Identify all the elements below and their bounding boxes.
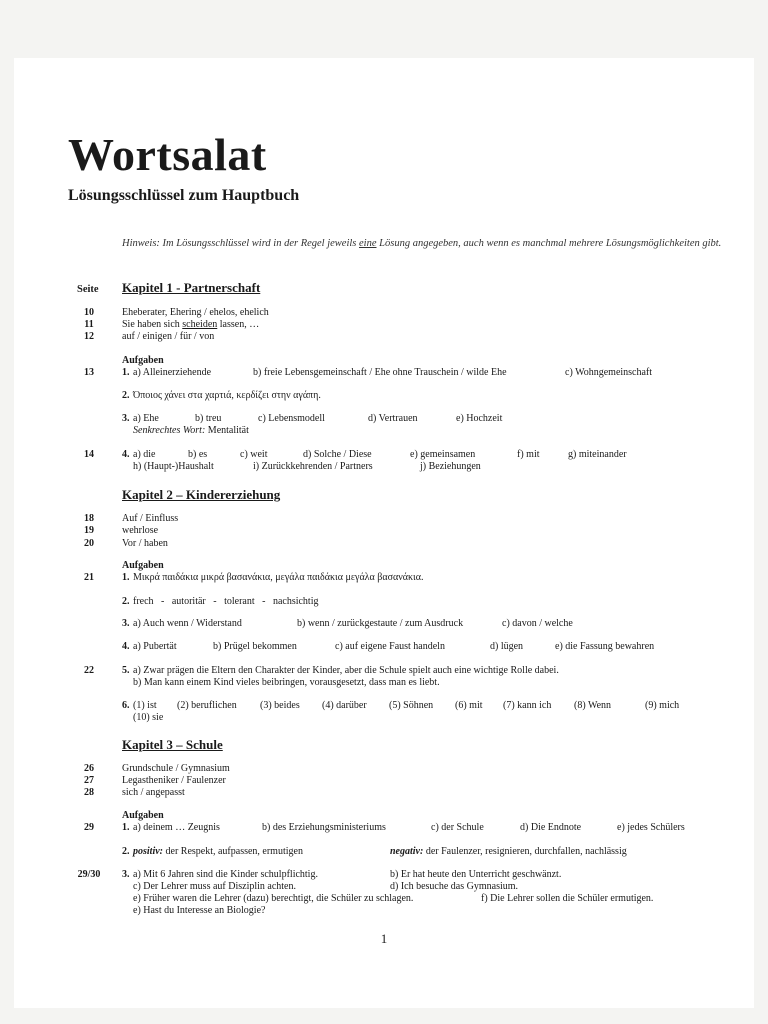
answer-item: g) miteinander [568,449,627,460]
answer-line: Auf / Einfluss [122,513,179,524]
answer-line: Legastheniker / Faulenzer [122,775,226,786]
task-number: 2. [122,390,130,401]
answer-item: b) Prügel bekommen [213,641,297,652]
answer-item: b) freie Lebensgemeinschaft / Ehe ohne Trauschein / wilde Ehe [253,367,507,378]
answer-line: auf / einigen / für / von [122,331,215,342]
answer-item: Μικρά παιδάκια μικρά βασανάκια, μεγάλα παιδάκια μεγάλα βασανάκια. [133,572,424,583]
answer-item: f) Die Lehrer sollen die Schüler ermutigen. [481,893,654,904]
page-ref: 12 [84,331,94,342]
answer-line: Grundschule / Gymnasium [122,763,230,774]
answer-line: Eheberater, Ehering / ehelos, ehelich [122,307,269,318]
answer-item: d) Solche / Diese [303,449,372,460]
document-subtitle: Lösungsschlüssel zum Hauptbuch [68,187,300,204]
answer-item: f) mit [517,449,540,460]
answer-item: c) auf eigene Faust handeln [335,641,445,652]
answer-item: (4) darüber [322,700,367,711]
vertical-word: Senkrechtes Wort: Mentalität [133,425,249,436]
answer-item: c) davon / welche [502,618,573,629]
answer-item: h) (Haupt-)Haushalt [133,461,214,472]
answer-line: Vor / haben [122,538,168,549]
answer-item: e) jedes Schülers [617,822,685,833]
answer-item: Όποιος χάνει στα χαρτιά, κερδίζει στην αγάπη. [133,390,321,401]
chapter-2-heading: Kapitel 2 – Kindererziehung [122,487,281,502]
aufgaben-label: Aufgaben [122,810,164,821]
answer-item: b) treu [195,413,222,424]
page-ref: 29/30 [77,869,101,880]
task-number: 6. [122,700,130,711]
chapter-1-heading: Kapitel 1 - Partnerschaft [122,280,261,295]
answer-item: (3) beides [260,700,300,711]
answer-item: a) Pubertät [133,641,177,652]
page-ref: 10 [84,307,94,318]
hint-underlined: eine [359,238,377,249]
answer-item: b) es [188,449,208,460]
task-number: 4. [122,641,130,652]
answer-item: (10) sie [133,712,164,723]
page-ref: 18 [84,513,94,524]
document-title: Wortsalat [68,129,267,180]
task-number: 4. [122,449,130,460]
page-ref: 29 [84,822,94,833]
answer-item: a) Alleinerziehende [133,367,212,378]
page-ref: 14 [84,449,94,460]
answer-item: d) Ich besuche das Gymnasium. [390,881,519,892]
answer-item: d) Die Endnote [520,822,582,833]
answer-item: i) Zurückkehrenden / Partners [253,461,373,472]
answer-item: (2) beruflichen [177,700,237,711]
answer-line: Sie haben sich scheiden lassen, … [122,319,260,330]
answer-item: c) der Schule [431,822,484,833]
task-number: 2. [122,596,130,607]
answer-item: j) Beziehungen [420,461,481,472]
answer-item: a) die [133,449,156,460]
page-ref: 22 [84,665,94,676]
answer-item: a) Mit 6 Jahren sind die Kinder schulpflichtig. [133,869,318,880]
answer-item: (8) Wenn [574,700,612,711]
aufgaben-label: Aufgaben [122,560,164,571]
answer-item: a) Auch wenn / Widerstand [133,618,242,629]
answer-item: (1) ist [133,700,157,711]
answer-item: e) Hast du Interesse an Biologie? [133,905,266,916]
answer-item: frech - autoritär - tolerant - nachsichtig [133,596,319,607]
answer-item: (5) Söhnen [389,700,434,711]
page-ref: 21 [84,572,94,583]
task-number: 3. [122,413,130,424]
answer-item: b) des Erziehungsministeriums [262,822,386,833]
answer-item: a) Zwar prägen die Eltern den Charakter der Kinder, aber die Schule spielt auch eine wichtige Rolle dabei. [133,665,559,676]
answer-item: (9) mich [645,700,680,711]
answer-item: c) weit [240,449,268,460]
answer-line: wehrlose [122,525,159,536]
answer-item: e) gemeinsamen [410,449,476,460]
chapter-3-heading: Kapitel 3 – Schule [122,737,223,752]
task-number: 3. [122,869,130,880]
answer-item: d) lügen [490,641,524,652]
answer-item: c) Wohngemeinschaft [565,367,653,378]
task-number: 1. [122,367,130,378]
page-ref: 28 [84,787,94,798]
answer-item: a) deinem … Zeugnis [133,822,220,833]
answer-item: e) Früher waren die Lehrer (dazu) berechtigt, die Schüler zu schlagen. [133,893,414,904]
answer-item: a) Ehe [133,413,159,424]
task-number: 3. [122,618,130,629]
answer-item: b) Man kann einem Kind vieles beibringen, vorausgesetzt, dass man es liebt. [133,677,440,688]
answer-item: b) Er hat heute den Unterricht geschwänzt. [390,869,562,880]
page-ref: 11 [84,319,94,330]
answer-item: negativ: der Faulenzer, resignieren, durchfallen, nachlässig [390,846,627,857]
page-ref: 27 [84,775,94,786]
answer-item: c) Der Lehrer muss auf Disziplin achten. [133,881,296,892]
hint-note [122,237,722,251]
page-number: 1 [380,931,388,946]
task-number: 2. [122,846,130,857]
aufgaben-label: Aufgaben [122,355,164,366]
page-ref: 20 [84,538,94,549]
page-ref: 19 [84,525,94,536]
answer-item: c) Lebensmodell [258,413,325,424]
answer-item: positiv: der Respekt, aufpassen, ermutigen [133,846,303,857]
task-number: 1. [122,822,130,833]
hint-text: Hinweis: Im Lösungsschlüssel wird in der Regel jeweils [122,238,360,249]
answer-item: (7) kann ich [503,700,552,711]
answer-item: b) wenn / zurückgestaute / zum Ausdruck [297,618,464,629]
task-number: 1. [122,572,130,583]
answer-item: e) die Fassung bewahren [555,641,655,652]
answer-item: d) Vertrauen [368,413,418,424]
answer-item: e) Hochzeit [456,413,503,424]
answer-item: (6) mit [455,700,483,711]
seite-column-label: Seite [77,284,99,295]
hint-text-rest: Lösung angegeben, auch wenn es manchmal mehrere Lösungsmöglichkeiten gibt. [376,238,722,249]
answer-line: sich / angepasst [122,787,185,798]
task-number: 5. [122,665,130,676]
page-ref: 26 [84,763,94,774]
page-ref: 13 [84,367,94,378]
